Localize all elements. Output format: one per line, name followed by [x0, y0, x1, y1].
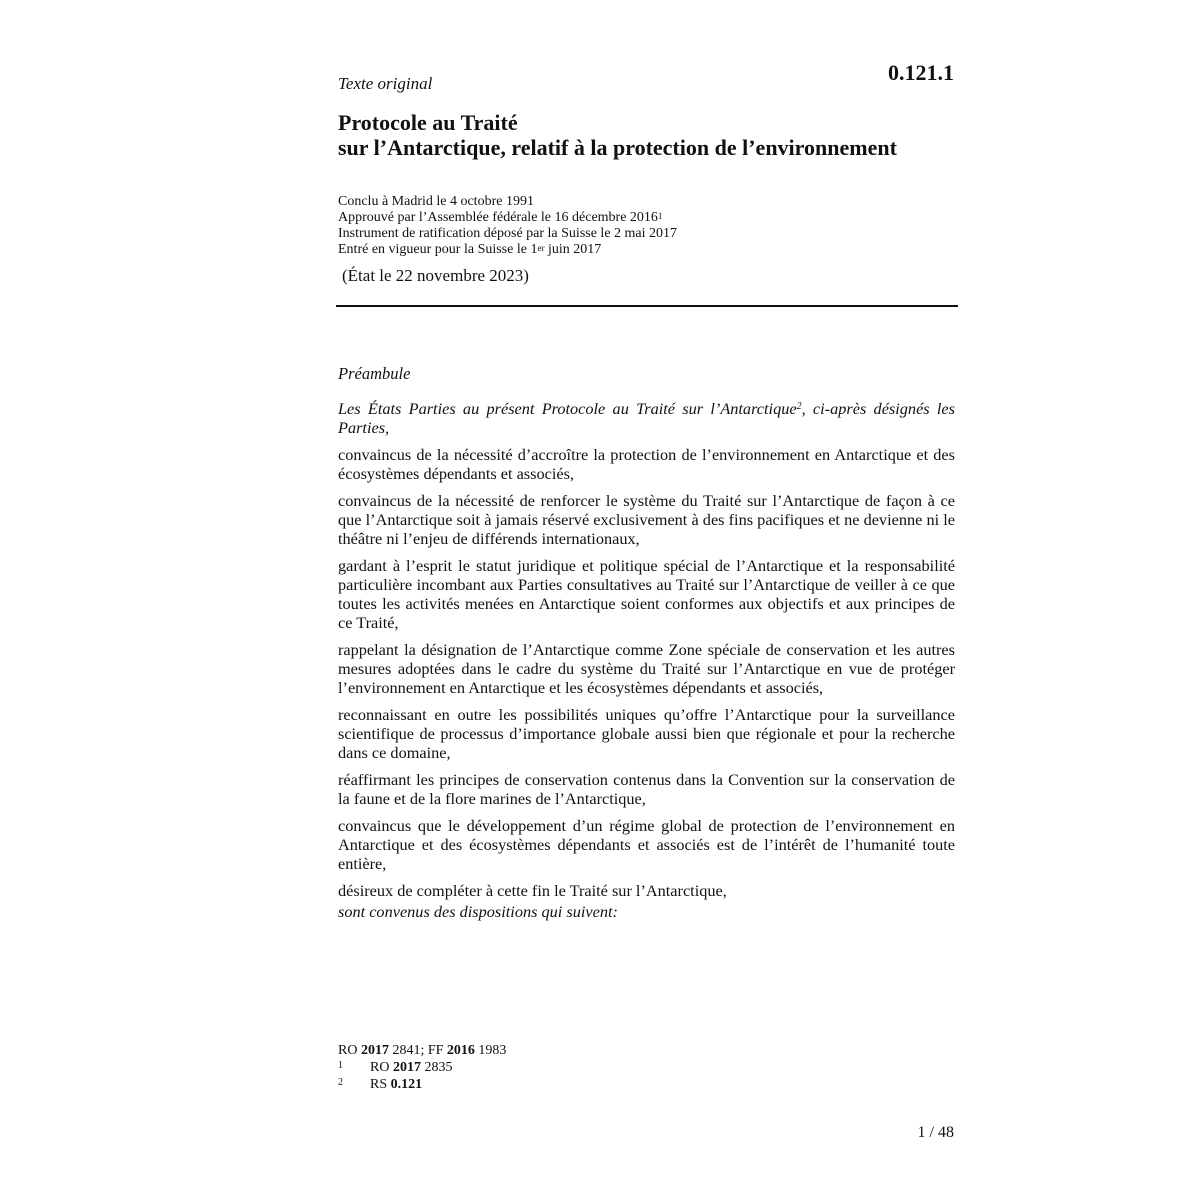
- footnote-number: 2: [338, 1077, 343, 1088]
- footnote-ref-2[interactable]: 2: [796, 401, 802, 412]
- preamble-intro-suffix: , ci-après désignés les Parties,: [338, 399, 955, 437]
- preamble-paragraph: convaincus de la nécessité de renforcer le système du Traité sur l’Antarctique de façon à ce que l’Antarctique soit à jamais réservé exclusivement à des fins pacifiques et ne devienne ni le théâtre ni l’enjeu de différends internationaux,: [338, 491, 955, 548]
- preamble-intro-prefix: Les États Parties au présent Protocole au Traité sur l’Antarctique: [338, 399, 797, 418]
- ratification-line: Instrument de ratification déposé par la Suisse le 2 mai 2017: [338, 226, 678, 241]
- preamble-paragraph: convaincus de la nécessité d’accroître la protection de l’environnement en Antarctique et des écosystèmes dépendants et associés,: [338, 445, 955, 483]
- approved-text: Approuvé par l’Assemblée fédérale le 16 décembre 2016: [338, 210, 658, 225]
- ro-page: 2841; FF: [392, 1043, 444, 1058]
- in-force-prefix: Entré en vigueur pour la Suisse le 1: [338, 242, 538, 257]
- ff-year: 2016: [446, 1043, 475, 1058]
- preamble-section: [338, 364, 955, 929]
- footnotes: [338, 1042, 506, 1093]
- in-force-line: [338, 242, 677, 258]
- preamble-paragraph: convaincus que le développement d’un régime global de protection de l’environnement en Antarctique et des écosystèmes dépendants et associés est de l’intérêt de l’humanité toute entière,: [338, 816, 955, 873]
- status-date: (État le 22 novembre 2023): [342, 266, 529, 285]
- footnote-ref-1[interactable]: 1: [657, 211, 663, 221]
- preamble-paragraph: rappelant la désignation de l’Antarctique comme Zone spéciale de conservation et les autres mesures adoptées dans le cadre du système du Traité sur l’Antarctique en vue de protéger l’environnement en Antarctique et les écosystèmes dépendants et associés,: [338, 640, 955, 697]
- in-force-suffix: juin 2017: [544, 242, 602, 257]
- sr-number: 0.121.1: [888, 60, 954, 85]
- footnote-prefix: RO: [370, 1060, 390, 1075]
- preamble-paragraph: reconnaissant en outre les possibilités uniques qu’offre l’Antarctique pour la surveillance scientifique de processus d’importance globale aussi bien que régionale et pour la recherche dans ce domaine,: [338, 705, 955, 762]
- title-line-2: sur l’Antarctique, relatif à la protection de l’environnement: [338, 135, 897, 160]
- preamble-agreed: sont convenus des dispositions qui suivent:: [338, 902, 618, 921]
- original-text-label: Texte original: [338, 74, 433, 93]
- ro-label: RO: [338, 1043, 358, 1058]
- footnote-prefix: RS: [370, 1077, 388, 1092]
- header-divider: [336, 305, 958, 307]
- preamble-intro: [338, 399, 955, 437]
- footnote-bold: 0.121: [390, 1077, 423, 1092]
- footnote-number: 1: [338, 1060, 343, 1071]
- preamble-closing: désireux de compléter à cette fin le Traité sur l’Antarctique,: [338, 881, 727, 900]
- footnote-bold: 2017: [392, 1060, 421, 1075]
- preamble-title: Préambule: [338, 364, 411, 383]
- document-title: [338, 110, 978, 160]
- title-line-1: Protocole au Traité: [338, 110, 518, 135]
- in-force-superscript: er: [537, 243, 545, 253]
- document-metadata: [338, 194, 677, 258]
- concluded-line: Conclu à Madrid le 4 octobre 1991: [338, 194, 534, 209]
- ro-year: 2017: [360, 1043, 389, 1058]
- page-number: 1 / 48: [917, 1124, 954, 1141]
- footnote-2: [338, 1076, 506, 1093]
- preamble-paragraph: réaffirmant les principes de conservation contenus dans la Convention sur la conservation de la faune et de la flore marines de l’Antarctique,: [338, 770, 955, 808]
- approved-line: [338, 210, 677, 226]
- ff-page: 1983: [478, 1043, 507, 1058]
- footnote-suffix: 2835: [424, 1060, 453, 1075]
- preamble-paragraph: gardant à l’esprit le statut juridique et politique spécial de l’Antarctique et la responsabilité particulière incombant aux Parties consultatives au Traité sur l’Antarctique de veiller à ce que toutes les activités menées en Antarctique soient conformes aux objectifs et aux principes de ce Traité,: [338, 556, 955, 632]
